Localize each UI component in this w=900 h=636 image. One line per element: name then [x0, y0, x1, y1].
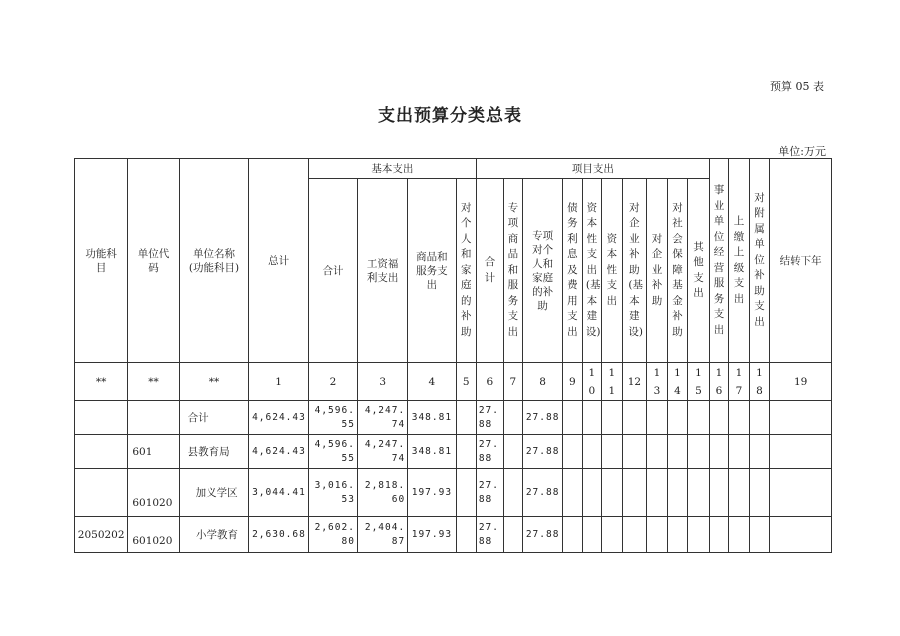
index-cell: 1	[249, 363, 308, 401]
empty-cell	[688, 435, 710, 469]
goods-cell: 197.93	[408, 517, 456, 553]
empty-cell	[622, 401, 647, 435]
func-cell	[75, 469, 128, 517]
index-cell: 11	[602, 363, 623, 401]
salary-cell: 2,404.87	[358, 517, 408, 553]
table-row	[75, 435, 832, 469]
name-cell: 小学教育	[179, 517, 249, 553]
empty-cell	[647, 469, 668, 517]
empty-cell	[729, 401, 750, 435]
code-cell: 601020	[128, 469, 179, 517]
empty-cell	[647, 517, 668, 553]
index-cell: 3	[358, 363, 408, 401]
header-unit-code: 单位代码	[128, 159, 179, 363]
header-affiliated: 对附属单位补助支出	[749, 159, 770, 363]
name-cell: 加义学区	[179, 469, 249, 517]
header-basic-salary: 工资福利支出	[358, 179, 408, 363]
personal-cell	[456, 435, 477, 469]
empty-cell	[602, 401, 623, 435]
proj-goods-cell	[503, 469, 522, 517]
empty-cell	[582, 517, 601, 553]
proj-goods-cell	[503, 517, 522, 553]
header-total: 总计	[249, 159, 308, 363]
index-cell: 12	[622, 363, 647, 401]
empty-cell	[622, 435, 647, 469]
basic-total-cell: 2,602.80	[308, 517, 357, 553]
header-proj-capital2: 资本性支出	[602, 179, 623, 363]
basic-total-cell: 3,016.53	[308, 469, 357, 517]
index-cell: 8	[523, 363, 563, 401]
table-row	[75, 401, 832, 435]
empty-cell	[709, 401, 728, 435]
index-cell: **	[179, 363, 249, 401]
empty-cell	[582, 469, 601, 517]
empty-cell	[667, 401, 688, 435]
empty-cell	[709, 469, 728, 517]
header-upper-pay: 上缴上级支出	[729, 159, 750, 363]
form-number: 预算 05 表	[770, 80, 824, 93]
personal-cell	[456, 517, 477, 553]
index-cell: 19	[770, 363, 832, 401]
header-carry-over: 结转下年	[770, 159, 832, 363]
header-basic-group: 基本支出	[308, 159, 476, 179]
empty-cell	[667, 517, 688, 553]
unit-label: 单位:万元	[778, 145, 826, 158]
proj-personal-cell: 27.88	[523, 517, 563, 553]
empty-cell	[563, 517, 582, 553]
salary-cell: 4,247.74	[358, 435, 408, 469]
proj-goods-cell	[503, 435, 522, 469]
index-cell: 2	[308, 363, 357, 401]
index-cell: 15	[688, 363, 710, 401]
code-cell	[128, 401, 179, 435]
index-cell: 14	[667, 363, 688, 401]
empty-cell	[770, 435, 832, 469]
empty-cell	[749, 435, 770, 469]
total-cell: 3,044.41	[249, 469, 308, 517]
salary-cell: 2,818.60	[358, 469, 408, 517]
index-cell: **	[128, 363, 179, 401]
header-proj-enterprise: 对企业补助	[647, 179, 668, 363]
total-cell: 2,630.68	[249, 517, 308, 553]
proj-total-cell: 27.88	[477, 435, 504, 469]
empty-cell	[749, 469, 770, 517]
header-proj-goods: 专项商品和服务支出	[503, 179, 522, 363]
empty-cell	[563, 401, 582, 435]
index-cell: 9	[563, 363, 582, 401]
func-cell: 2050202	[75, 517, 128, 553]
empty-cell	[729, 435, 750, 469]
index-cell: 18	[749, 363, 770, 401]
header-unit-name: 单位名称(功能科目)	[179, 159, 249, 363]
proj-personal-cell: 27.88	[523, 401, 563, 435]
proj-personal-cell: 27.88	[523, 435, 563, 469]
index-cell: 17	[729, 363, 750, 401]
index-cell: 7	[503, 363, 522, 401]
empty-cell	[749, 401, 770, 435]
personal-cell	[456, 401, 477, 435]
budget-table	[74, 158, 832, 553]
name-cell: 县教育局	[179, 435, 249, 469]
header-basic-total: 合计	[308, 179, 357, 363]
header-proj-social: 对社会保障基金补助	[667, 179, 688, 363]
empty-cell	[770, 469, 832, 517]
empty-cell	[729, 469, 750, 517]
empty-cell	[688, 401, 710, 435]
table-row	[75, 469, 832, 517]
goods-cell: 197.93	[408, 469, 456, 517]
empty-cell	[602, 435, 623, 469]
goods-cell: 348.81	[408, 435, 456, 469]
empty-cell	[749, 517, 770, 553]
empty-cell	[667, 469, 688, 517]
header-proj-other: 其他支出	[688, 179, 710, 363]
index-cell: 4	[408, 363, 456, 401]
empty-cell	[622, 517, 647, 553]
empty-cell	[602, 517, 623, 553]
empty-cell	[647, 435, 668, 469]
empty-cell	[647, 401, 668, 435]
salary-cell: 4,247.74	[358, 401, 408, 435]
empty-cell	[622, 469, 647, 517]
empty-cell	[770, 401, 832, 435]
empty-cell	[563, 469, 582, 517]
header-proj-enterprise-capital: 对企业补助(基本建设)	[622, 179, 647, 363]
total-cell: 4,624.43	[249, 401, 308, 435]
empty-cell	[602, 469, 623, 517]
func-cell	[75, 401, 128, 435]
empty-cell	[582, 435, 601, 469]
index-cell: 6	[477, 363, 504, 401]
code-cell: 601020	[128, 517, 179, 553]
proj-total-cell: 27.88	[477, 469, 504, 517]
code-cell: 601	[128, 435, 179, 469]
header-proj-debt: 债务利息及费用支出	[563, 179, 582, 363]
index-cell: **	[75, 363, 128, 401]
proj-personal-cell: 27.88	[523, 469, 563, 517]
empty-cell	[709, 435, 728, 469]
func-cell	[75, 435, 128, 469]
basic-total-cell: 4,596.55	[308, 435, 357, 469]
proj-total-cell: 27.88	[477, 401, 504, 435]
proj-goods-cell	[503, 401, 522, 435]
empty-cell	[770, 517, 832, 553]
index-cell: 10	[582, 363, 601, 401]
personal-cell	[456, 469, 477, 517]
header-proj-capital: 资本性支出(基本建设)	[582, 179, 601, 363]
proj-total-cell: 27.88	[477, 517, 504, 553]
header-basic-personal: 对个人和家庭的补助	[456, 179, 477, 363]
name-cell: 合计	[179, 401, 249, 435]
empty-cell	[729, 517, 750, 553]
page-title: 支出预算分类总表	[378, 106, 522, 126]
header-proj-personal: 专项对个人和家庭的补助	[523, 179, 563, 363]
header-business-unit: 事业单位经营服务支出	[709, 159, 728, 363]
basic-total-cell: 4,596.55	[308, 401, 357, 435]
header-project-group: 项目支出	[477, 159, 710, 179]
empty-cell	[709, 517, 728, 553]
header-proj-total: 合计	[477, 179, 504, 363]
index-cell: 5	[456, 363, 477, 401]
empty-cell	[667, 435, 688, 469]
index-cell: 16	[709, 363, 728, 401]
header-func-subject: 功能科目	[75, 159, 128, 363]
empty-cell	[563, 435, 582, 469]
empty-cell	[688, 469, 710, 517]
goods-cell: 348.81	[408, 401, 456, 435]
empty-cell	[582, 401, 601, 435]
total-cell: 4,624.43	[249, 435, 308, 469]
empty-cell	[688, 517, 710, 553]
index-cell: 13	[647, 363, 668, 401]
header-basic-goods: 商品和服务支出	[408, 179, 456, 363]
table-row	[75, 517, 832, 553]
